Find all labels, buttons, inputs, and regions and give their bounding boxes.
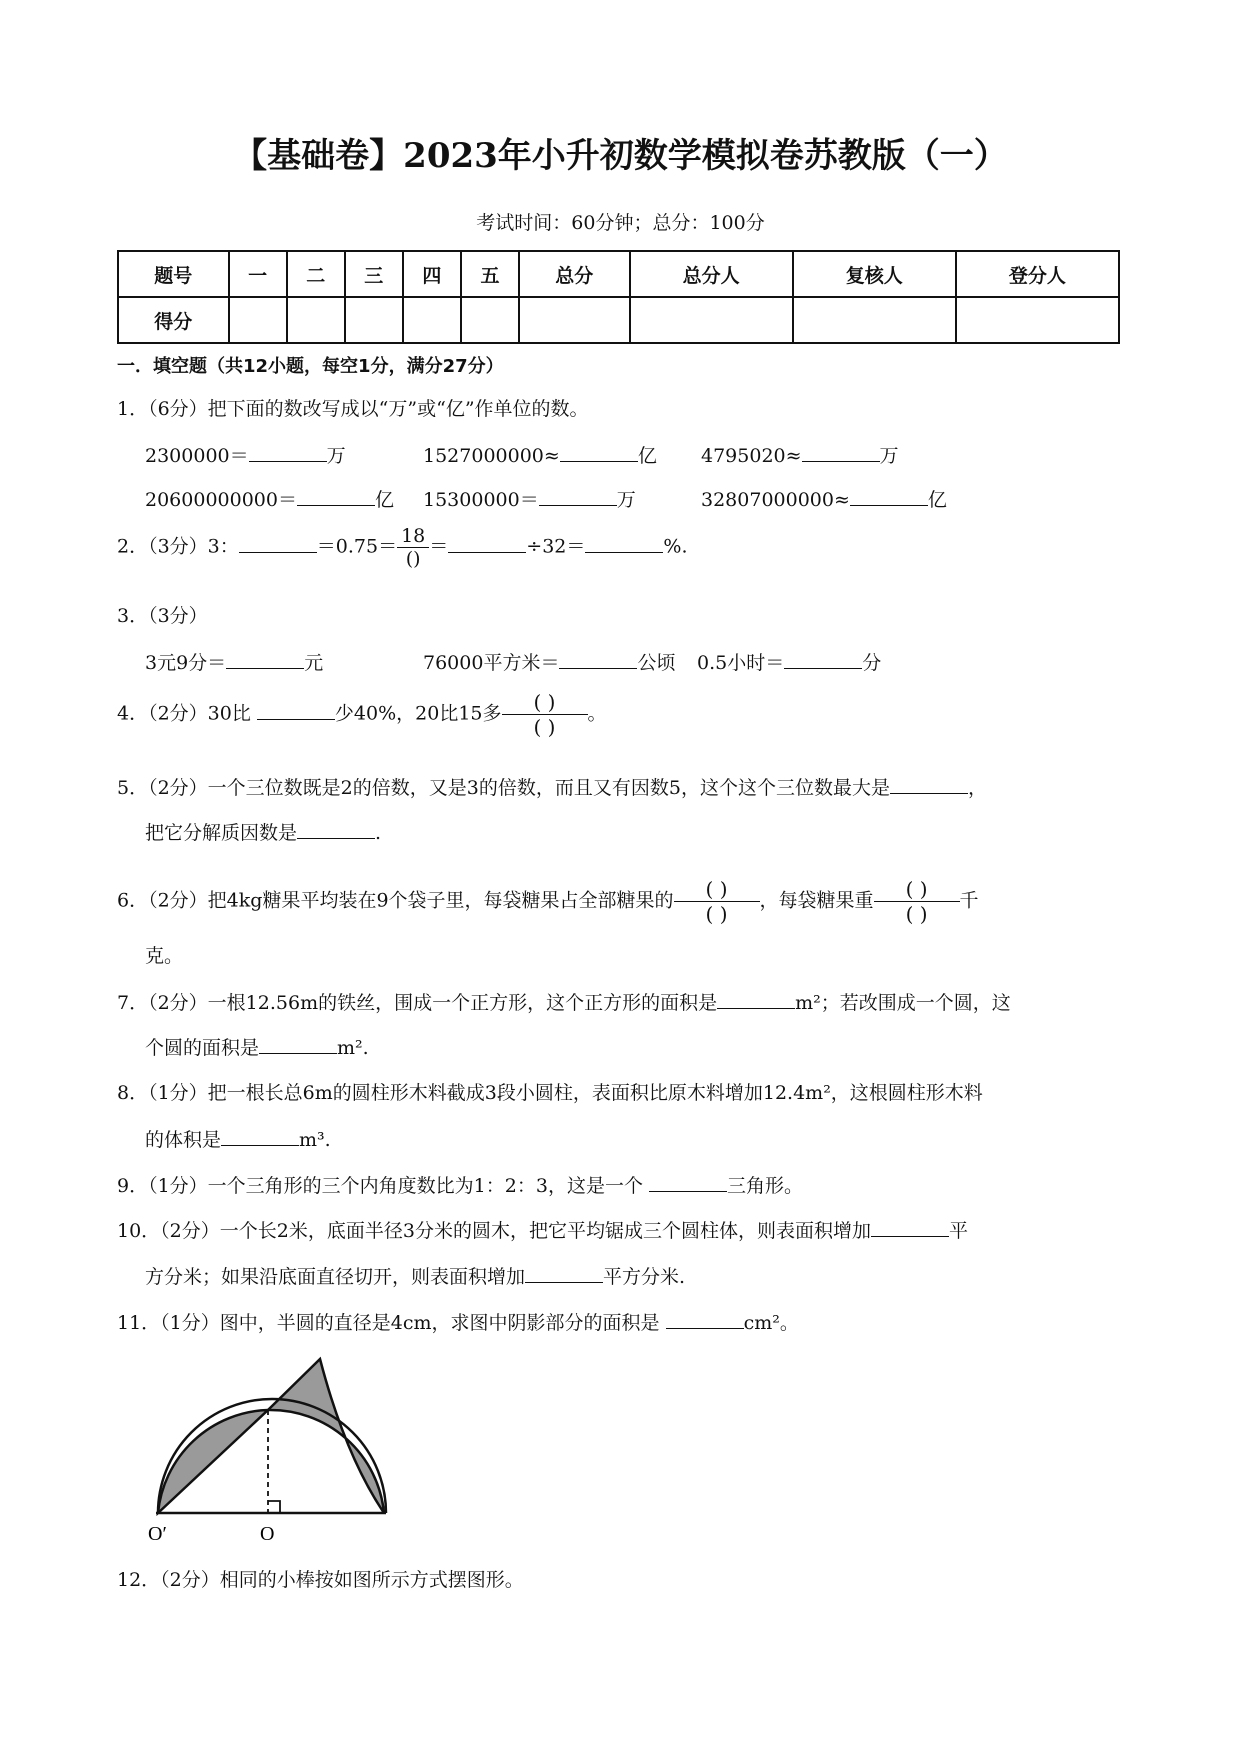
answer-blank[interactable] [649,1171,727,1192]
answer-blank[interactable] [249,441,327,462]
question-8-line-2: 的体积是 m³. [145,1125,331,1154]
score-header-cell: 二 [287,251,345,297]
answer-blank[interactable] [850,485,928,506]
label-o-prime: O′ [148,1523,167,1545]
shaded-region-right [268,1359,384,1513]
score-cell[interactable] [956,297,1119,343]
fraction-blank[interactable]: $\frac{( )}{( )}$ [674,877,760,926]
question-1-item: 2300000＝ 万 [145,441,346,470]
semicircle-shading-figure [140,1345,400,1545]
answer-blank[interactable] [539,485,617,506]
score-cell[interactable] [229,297,287,343]
question-4: 4．（2分）30比 少40%，20比15多 $\frac{( )}{( )}$ 。 [117,690,607,739]
answer-blank[interactable] [717,988,795,1009]
fraction: $\frac{18}{()}$ [397,525,429,570]
question-11: 11．（1分）图中，半圆的直径是4cm，求图中阴影部分的面积是 cm²。 [117,1308,799,1337]
right-angle-mark [268,1501,280,1513]
score-header-cell: 一 [229,251,287,297]
question-8-line-1: 8．（1分）把一根长总6m的圆柱形木料截成3段小圆柱，表面积比原木料增加12.4m²，这根圆柱形木料 [117,1082,983,1104]
score-table-header-row [118,251,1119,297]
score-header-cell: 总分人 [630,251,793,297]
answer-blank[interactable] [560,441,638,462]
question-3-item: 0.5小时＝ 分 [697,648,881,677]
question-2: 2．（3分）3： ＝0.75＝ $\frac{18}{()}$ ＝ ÷32＝ %. [117,525,688,570]
answer-blank[interactable] [666,1308,744,1329]
answer-blank[interactable] [226,648,304,669]
question-3-item: 3元9分＝ 元 [145,648,323,677]
question-9: 9．（1分）一个三角形的三个内角度数比为1：2：3，这是一个 三角形。 [117,1171,803,1200]
answer-blank[interactable] [221,1125,299,1146]
page-title: 【基础卷】2023年小升初数学模拟卷苏教版（一） [233,136,1008,176]
question-6-line-1: 6．（2分）把4kg糖果平均装在9个袋子里，每袋糖果占全部糖果的 $\frac{( )}{( )}$ ，每袋糖果重 $\frac{( )}{( )}$ 千 [117,877,979,926]
answer-blank[interactable] [239,532,317,553]
question-1-item: 32807000000≈ 亿 [701,485,947,514]
score-cell[interactable] [793,297,956,343]
score-header-cell: 三 [345,251,403,297]
score-cell[interactable] [345,297,403,343]
answer-blank[interactable] [448,532,526,553]
question-5-line-2: 把它分解质因数是 . [145,818,381,847]
answer-blank[interactable] [559,648,637,669]
score-header-cell: 五 [461,251,519,297]
answer-blank[interactable] [525,1262,603,1283]
score-header-cell: 登分人 [956,251,1119,297]
question-7-line-2: 个圆的面积是 m². [145,1033,369,1062]
score-header-cell: 四 [403,251,461,297]
score-table-score-row [118,297,1119,343]
question-10-line-1: 10．（2分）一个长2米，底面半径3分米的圆木，把它平均锯成三个圆柱体，则表面积增加 平 [117,1216,968,1245]
question-1-item: 15300000＝ 万 [423,485,636,514]
answer-blank[interactable] [297,485,375,506]
shaded-region-left [158,1410,268,1513]
question-6-line-2: 克。 [145,945,184,967]
question-7-line-1: 7．（2分）一根12.56m的铁丝，围成一个正方形，这个正方形的面积是 m²；若改围成一个圆，这 [117,988,1011,1017]
question-10-line-2: 方分米；如果沿底面直径切开，则表面积增加 平方分米. [145,1262,685,1291]
question-3-stem: 3．（3分） [117,605,208,627]
score-cell[interactable] [403,297,461,343]
score-row-label: 得分 [118,297,229,343]
answer-blank[interactable] [802,441,880,462]
score-cell[interactable] [519,297,630,343]
answer-blank[interactable] [297,818,375,839]
question-5-line-1: 5．（2分）一个三位数既是2的倍数，又是3的倍数，而且又有因数5，这个这个三位数最大是 ， [117,773,987,802]
question-1-item: 4795020≈ 万 [701,441,899,470]
section-heading: 一．填空题（共12小题，每空1分，满分27分） [117,356,504,377]
fraction-blank[interactable]: $\frac{( )}{( )}$ [874,877,960,926]
fraction-blank[interactable]: $\frac{( )}{( )}$ [502,690,588,739]
score-header-cell: 总分 [519,251,630,297]
question-3-item: 76000平方米＝ 公顷 [423,648,675,677]
score-cell[interactable] [287,297,345,343]
label-o: O [260,1523,275,1545]
question-12: 12．（2分）相同的小棒按如图所示方式摆图形。 [117,1569,524,1591]
score-cell[interactable] [630,297,793,343]
question-1-item: 1527000000≈ 亿 [423,441,657,470]
score-cell[interactable] [461,297,519,343]
question-1-stem: 1．（6分）把下面的数改写成以“万”或“亿”作单位的数。 [117,398,589,420]
answer-blank[interactable] [585,532,663,553]
score-table [117,250,1120,344]
exam-info: 考试时间：60分钟；总分：100分 [476,212,765,234]
answer-blank[interactable] [257,699,335,720]
answer-blank[interactable] [871,1216,949,1237]
answer-blank[interactable] [890,773,968,794]
question-1-item: 20600000000＝ 亿 [145,485,394,514]
answer-blank[interactable] [784,648,862,669]
score-header-cell: 复核人 [793,251,956,297]
score-header-cell: 题号 [118,251,229,297]
answer-blank[interactable] [259,1033,337,1054]
